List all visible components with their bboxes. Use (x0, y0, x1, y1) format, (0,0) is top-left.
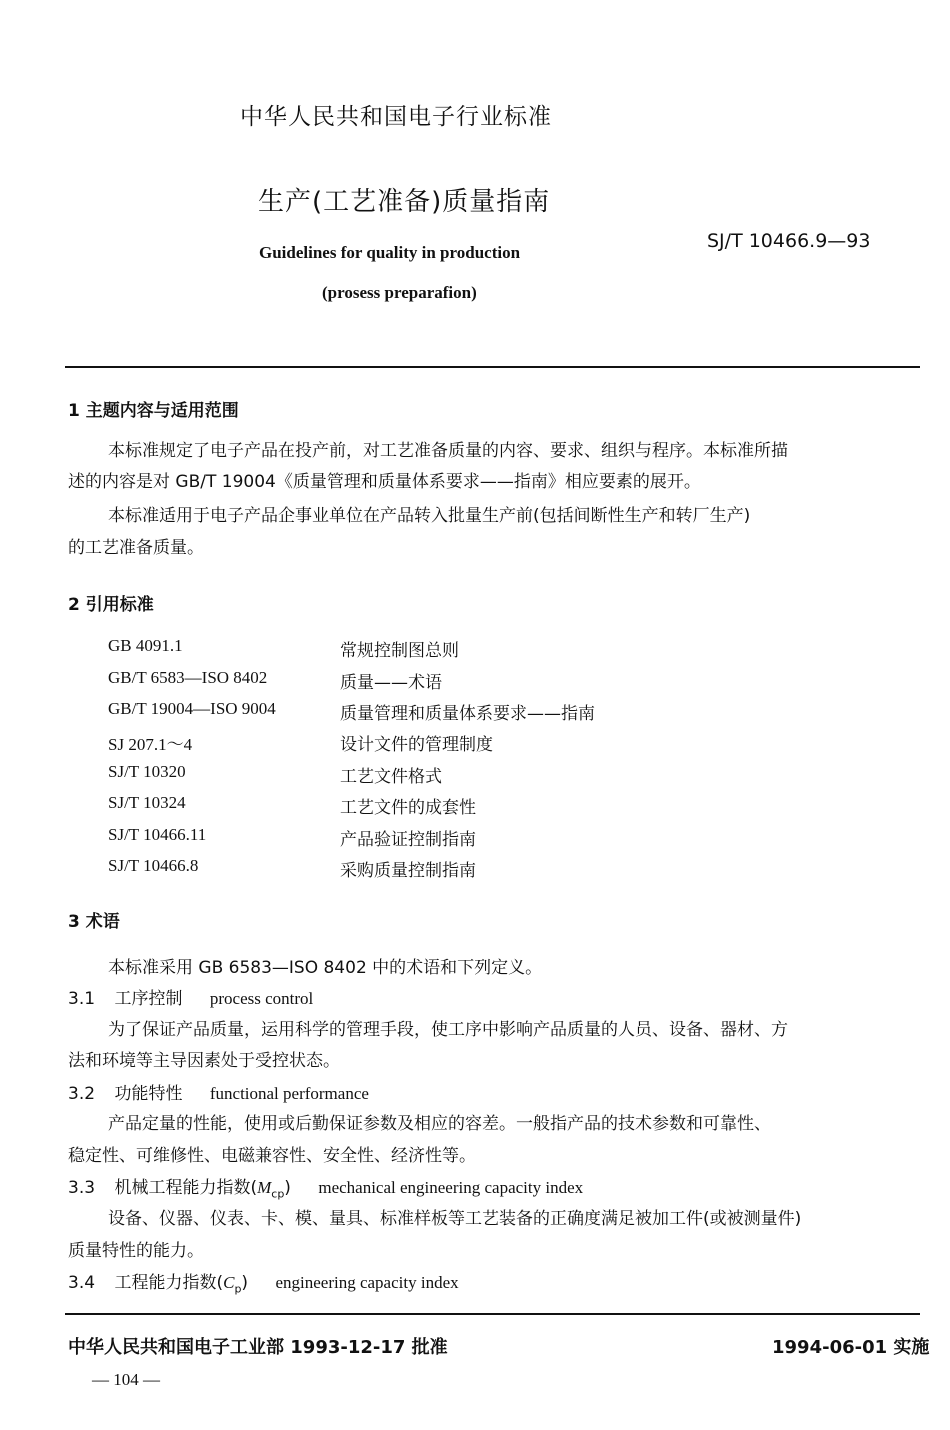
term-english: process control (209, 989, 314, 1008)
term-number: 3.3 (68, 1178, 96, 1198)
section-2-heading: 2 引用标准 (68, 595, 154, 615)
term-chinese: 工序控制 (114, 989, 183, 1009)
reference-title: 常规控制图总则 (340, 641, 459, 661)
document-title: 生产(工艺准备)质量指南 (258, 187, 551, 217)
term-chinese: 工程能力指数( (114, 1273, 224, 1293)
header-divider (65, 366, 920, 368)
term-3-2-definition-line-2: 稳定性、可维修性、电磁兼容性、安全性、经济性等。 (68, 1146, 476, 1166)
section-1-paragraph-1-line-1: 本标准规定了电子产品在投产前，对工艺准备质量的内容、要求、组织与程序。本标准所描 (108, 441, 788, 461)
reference-title: 产品验证控制指南 (340, 830, 476, 850)
approval-line: 中华人民共和国电子工业部 1993-12-17 批准 (68, 1337, 448, 1358)
reference-code: SJ/T 10324 (108, 793, 186, 812)
section-3-heading: 3 术语 (68, 912, 120, 932)
issuing-agency: 中华人民共和国电子行业标准 (240, 104, 552, 130)
term-3-4-heading (68, 1267, 459, 1304)
term-number: 3.2 (68, 1084, 96, 1104)
reference-title: 质量管理和质量体系要求——指南 (340, 704, 595, 724)
term-3-3-definition-line-2: 质量特性的能力。 (68, 1241, 204, 1261)
term-chinese: 机械工程能力指数( (114, 1178, 258, 1198)
reference-title: 质量——术语 (340, 673, 442, 693)
title-english-line1: Guidelines for quality in production (259, 243, 521, 262)
term-symbol: C (223, 1273, 235, 1292)
term-3-2-heading (68, 1078, 369, 1110)
reference-title: 采购质量控制指南 (340, 861, 476, 881)
reference-code: SJ/T 10466.8 (108, 856, 199, 875)
term-symbol-close: ) (284, 1178, 291, 1198)
title-english-line2: (prosess preparafion) (322, 283, 477, 302)
term-3-2-definition-line-1: 产品定量的性能，使用或后勤保证参数及相应的容差。一般指产品的技术参数和可靠性、 (108, 1114, 771, 1134)
reference-code: SJ/T 10320 (108, 762, 186, 781)
reference-code: GB/T 6583—ISO 8402 (108, 668, 268, 687)
term-english: mechanical engineering capacity index (318, 1178, 584, 1197)
reference-title: 设计文件的管理制度 (340, 735, 493, 755)
section-1-heading: 1 主题内容与适用范围 (68, 401, 239, 421)
term-3-1-definition-line-2: 法和环境等主导因素处于受控状态。 (68, 1051, 340, 1071)
term-chinese: 功能特性 (114, 1084, 183, 1104)
term-number: 3.1 (68, 989, 96, 1009)
term-symbol-subscript: cp (271, 1187, 285, 1201)
implementation-date: 1994-06-01 实施 (772, 1337, 930, 1358)
term-symbol-subscript: p (234, 1282, 242, 1296)
reference-title: 工艺文件的成套性 (340, 798, 476, 818)
reference-code: GB/T 19004—ISO 9004 (108, 699, 276, 718)
page-number: — 104 — (92, 1370, 160, 1389)
standard-code: SJ/T 10466.9—93 (707, 230, 871, 252)
term-3-3-definition-line-1: 设备、仪器、仪表、卡、模、量具、标准样板等工艺装备的正确度满足被加工件(或被测量件) (108, 1209, 802, 1229)
section-1-paragraph-2-line-2: 的工艺准备质量。 (68, 538, 204, 558)
section-1-paragraph-2-line-1: 本标准适用于电子产品企事业单位在产品转入批量生产前(包括间断性生产和转厂生产) (108, 506, 751, 526)
term-english: functional performance (209, 1084, 369, 1103)
term-symbol-close: ) (241, 1273, 249, 1293)
reference-title: 工艺文件格式 (340, 767, 442, 787)
term-3-1-heading (68, 983, 313, 1015)
term-english: engineering capacity index (275, 1273, 459, 1292)
term-3-1-definition-line-1: 为了保证产品质量，运用科学的管理手段，使工序中影响产品质量的人员、设备、器材、方 (108, 1020, 788, 1040)
section-1-paragraph-1-line-2: 述的内容是对 GB/T 19004《质量管理和质量体系要求——指南》相应要素的展开。 (68, 472, 701, 492)
reference-code: SJ 207.1～4 (108, 735, 193, 754)
reference-code: GB 4091.1 (108, 636, 183, 655)
section-3-intro: 本标准采用 GB 6583—ISO 8402 中的术语和下列定义。 (108, 958, 543, 978)
footer-divider (65, 1313, 920, 1315)
term-symbol: M (257, 1178, 272, 1197)
reference-code: SJ/T 10466.11 (108, 825, 207, 844)
term-number: 3.4 (68, 1273, 96, 1293)
